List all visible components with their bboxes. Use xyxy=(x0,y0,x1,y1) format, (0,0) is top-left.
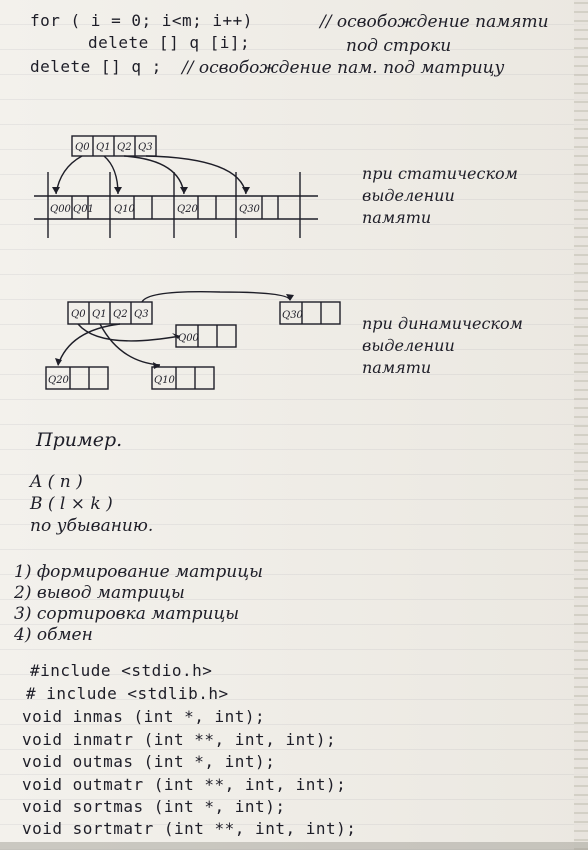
code-decl-inmas: void inmas (int *, int); xyxy=(22,707,266,726)
dynamic-caption-2: выделении xyxy=(362,336,455,355)
static-ptr-q2: Q2 xyxy=(117,142,132,153)
code-for-loop: for ( i = 0; i<m; i++) xyxy=(30,11,253,30)
step-2: 2) вывод матрицы xyxy=(14,583,185,603)
static-cell-q30: Q30 xyxy=(239,204,260,215)
static-ptr-q0: Q0 xyxy=(75,142,90,153)
dynamic-ptr-q1: Q1 xyxy=(92,309,107,320)
example-matrix-b: B ( l × k ) xyxy=(30,494,113,514)
code-include-stdlib: # include <stdlib.h> xyxy=(26,684,229,703)
step-4: 4) обмен xyxy=(14,625,93,645)
step-3: 3) сортировка матрицы xyxy=(14,604,240,624)
code-decl-outmatr: void outmatr (int **, int, int); xyxy=(22,775,347,794)
example-array-a: A ( n ) xyxy=(30,472,83,492)
static-cell-q20: Q20 xyxy=(177,204,198,215)
comment-free-matrix: // освобождение пам. под матрицу xyxy=(182,58,505,78)
code-delete-matrix: delete [] q ; xyxy=(30,57,162,76)
comment-free-memory: // освобождение памяти xyxy=(320,12,549,32)
static-caption-2: выделении xyxy=(362,186,455,205)
dynamic-ptr-q3: Q3 xyxy=(134,309,149,320)
static-cell-q01: Q01 xyxy=(73,204,94,215)
static-caption-3: памяти xyxy=(362,208,432,227)
static-cell-q00: Q00 xyxy=(50,204,71,215)
code-decl-outmas: void outmas (int *, int); xyxy=(22,752,276,771)
static-cell-q10: Q10 xyxy=(114,204,135,215)
dynamic-cell-q20: Q20 xyxy=(48,375,69,386)
comment-for-rows: под строки xyxy=(346,36,452,56)
static-ptr-q1: Q1 xyxy=(96,142,111,153)
dynamic-caption-1: при динамическом xyxy=(362,314,523,333)
code-decl-inmatr: void inmatr (int **, int, int); xyxy=(22,730,337,749)
example-descending: по убыванию. xyxy=(30,516,154,536)
code-include-stdio: #include <stdio.h> xyxy=(30,661,213,680)
static-caption-1: при статическом xyxy=(362,164,518,183)
dynamic-cell-q30: Q30 xyxy=(282,310,303,321)
static-ptr-q3: Q3 xyxy=(138,142,153,153)
example-title: Пример. xyxy=(36,429,123,451)
dynamic-cell-q00: Q00 xyxy=(178,333,199,344)
dynamic-ptr-q0: Q0 xyxy=(71,309,86,320)
step-1: 1) формирование матрицы xyxy=(14,562,263,582)
dynamic-caption-3: памяти xyxy=(362,358,432,377)
code-delete-row: delete [] q [i]; xyxy=(88,33,251,52)
dynamic-ptr-q2: Q2 xyxy=(113,309,128,320)
code-decl-sortmas: void sortmas (int *, int); xyxy=(22,797,286,816)
code-decl-sortmatr: void sortmatr (int **, int, int); xyxy=(22,819,357,838)
dynamic-cell-q10: Q10 xyxy=(154,375,175,386)
